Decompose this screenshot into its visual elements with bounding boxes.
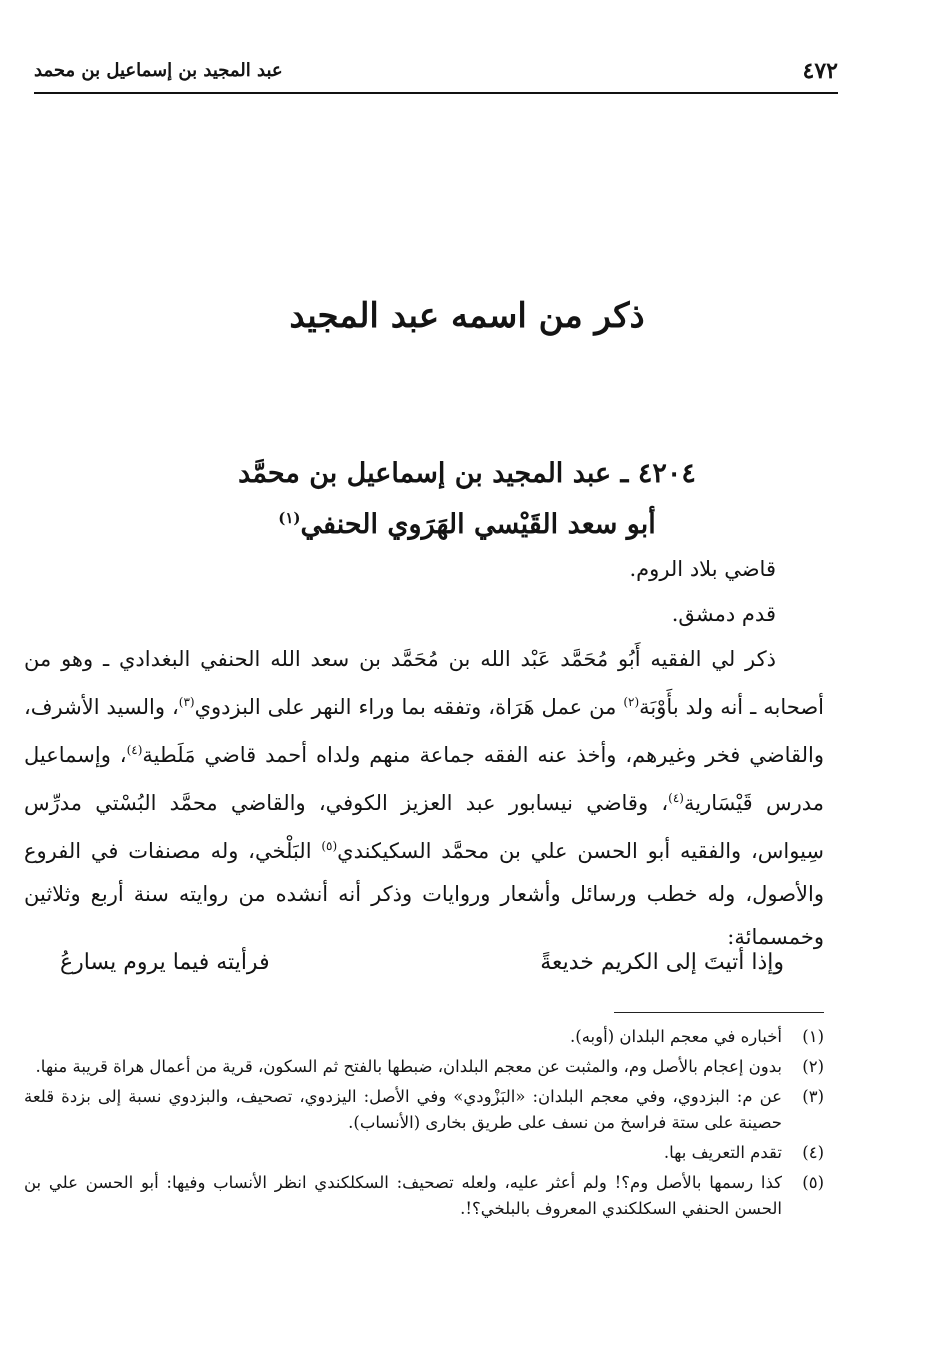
footnote-separator: [614, 1012, 824, 1013]
footnote-text: أخباره في معجم البلدان (أوبه).: [570, 1027, 782, 1046]
footnote-number: (١): [802, 1027, 824, 1046]
paragraph: قدم دمشق.: [671, 602, 776, 626]
paragraph-text: من عمل هَرَاة، وتفقه بما وراء النهر على البزدوي: [194, 695, 624, 719]
footnote: [24, 1024, 824, 1050]
footnote: [24, 1170, 824, 1222]
footnote: [24, 1140, 824, 1166]
footnote-ref: (١): [278, 509, 301, 527]
footnote-ref: (٥): [321, 839, 338, 853]
section-title: ذكر من اسمه عبد المجيد: [289, 296, 645, 336]
footnote: [24, 1084, 824, 1136]
footnote-number: (٥): [802, 1173, 824, 1192]
entry-heading: [0, 452, 934, 547]
footnote-number: (٣): [802, 1087, 824, 1106]
running-head: [34, 58, 838, 84]
verse-first-hemistich: وإذا أتيتَ إلى الكريم خديعةً: [540, 950, 784, 975]
entry-heading-line2: [0, 496, 934, 547]
footnote-text: تقدم التعريف بها.: [663, 1143, 782, 1162]
footnote-text: كذا رسمها بالأصل وم؟! ولم أعثر عليه، ولعله تصحيف: السكلكندي انظر الأنساب وفيها: أبو الحسن علي بن الحسن الحنفي السكلكندي المعروف بالبلخي؟!.: [24, 1173, 782, 1218]
running-title: عبد المجيد بن إسماعيل بن محمد: [34, 60, 283, 81]
header-rule: [34, 92, 838, 94]
body-text: [24, 548, 824, 959]
footnote-text: بدون إعجام بالأصل وم، والمثبت عن معجم البلدان، ضبطها بالفتح ثم السكون، قرية من أعمال هراة قريبة منها.: [35, 1057, 782, 1076]
footnote-ref: (٤): [126, 743, 143, 757]
paragraph: [24, 638, 824, 959]
paragraph: قاضي بلاد الروم.: [629, 557, 776, 581]
paragraph-text: ، وقاضي نيسابور عبد العزيز الكوفي، والقاضي محمَّد البُسْتي مدرِّس سِيواس، والفقيه أبو الحسن علي بن محمَّد السكيكندي: [24, 791, 824, 863]
paragraph-text: ذكر لي الفقيه أَبُو مُحَمَّد عَبْد الله بن مُحَمَّد بن سعد الله الحنفي البغدادي ـ وهو من أصحابه ـ أنه ولد بأَوْبَة: [24, 647, 824, 719]
footnotes: [24, 1024, 824, 1226]
poetry-verse: [60, 950, 784, 994]
entry-heading-line1: ٤٢٠٤ ـ عبد المجيد بن إسماعيل بن محمَّد: [238, 458, 696, 489]
footnote-number: (٤): [802, 1143, 824, 1162]
paragraph-text: ، والسيد الأشرف، والقاضي فخر وغيرهم، وأخذ عنه الفقه جماعة منهم ولداه أحمد قاضي مَلَطية: [24, 695, 824, 767]
paragraph-text: البَلْخي، وله مصنفات في الفروع والأصول، وله خطب ورسائل وأشعار وروايات وذكر أنه أنشده من روايته سنة أربع وثلاثين وخمسمائة:: [24, 839, 824, 949]
footnote-text: عن م: البزدوي، وفي معجم البلدان: «البَزْودي» وفي الأصل: اليزدوي، تصحيف، والبزدوي نسبة إلى بزدة قلعة حصينة على ستة فراسخ من نسف على طريق بخارى (الأنساب).: [24, 1087, 782, 1132]
footnote-number: (٢): [802, 1057, 824, 1076]
page-number: ٤٧٢: [802, 58, 838, 84]
paragraph-text: ، وإسماعيل مدرس قَيْسَارية: [24, 743, 825, 815]
footnote: [24, 1054, 824, 1080]
verse-second-hemistich: فرأيته فيما يروم يسارعُ: [60, 950, 270, 975]
footnote-ref: (٤): [668, 791, 684, 805]
entry-heading-line2-text: أبو سعد القَيْسي الهَرَوي الحنفي: [300, 509, 656, 540]
footnote-ref: (٢): [623, 695, 640, 709]
footnote-ref: (٣): [178, 695, 195, 709]
